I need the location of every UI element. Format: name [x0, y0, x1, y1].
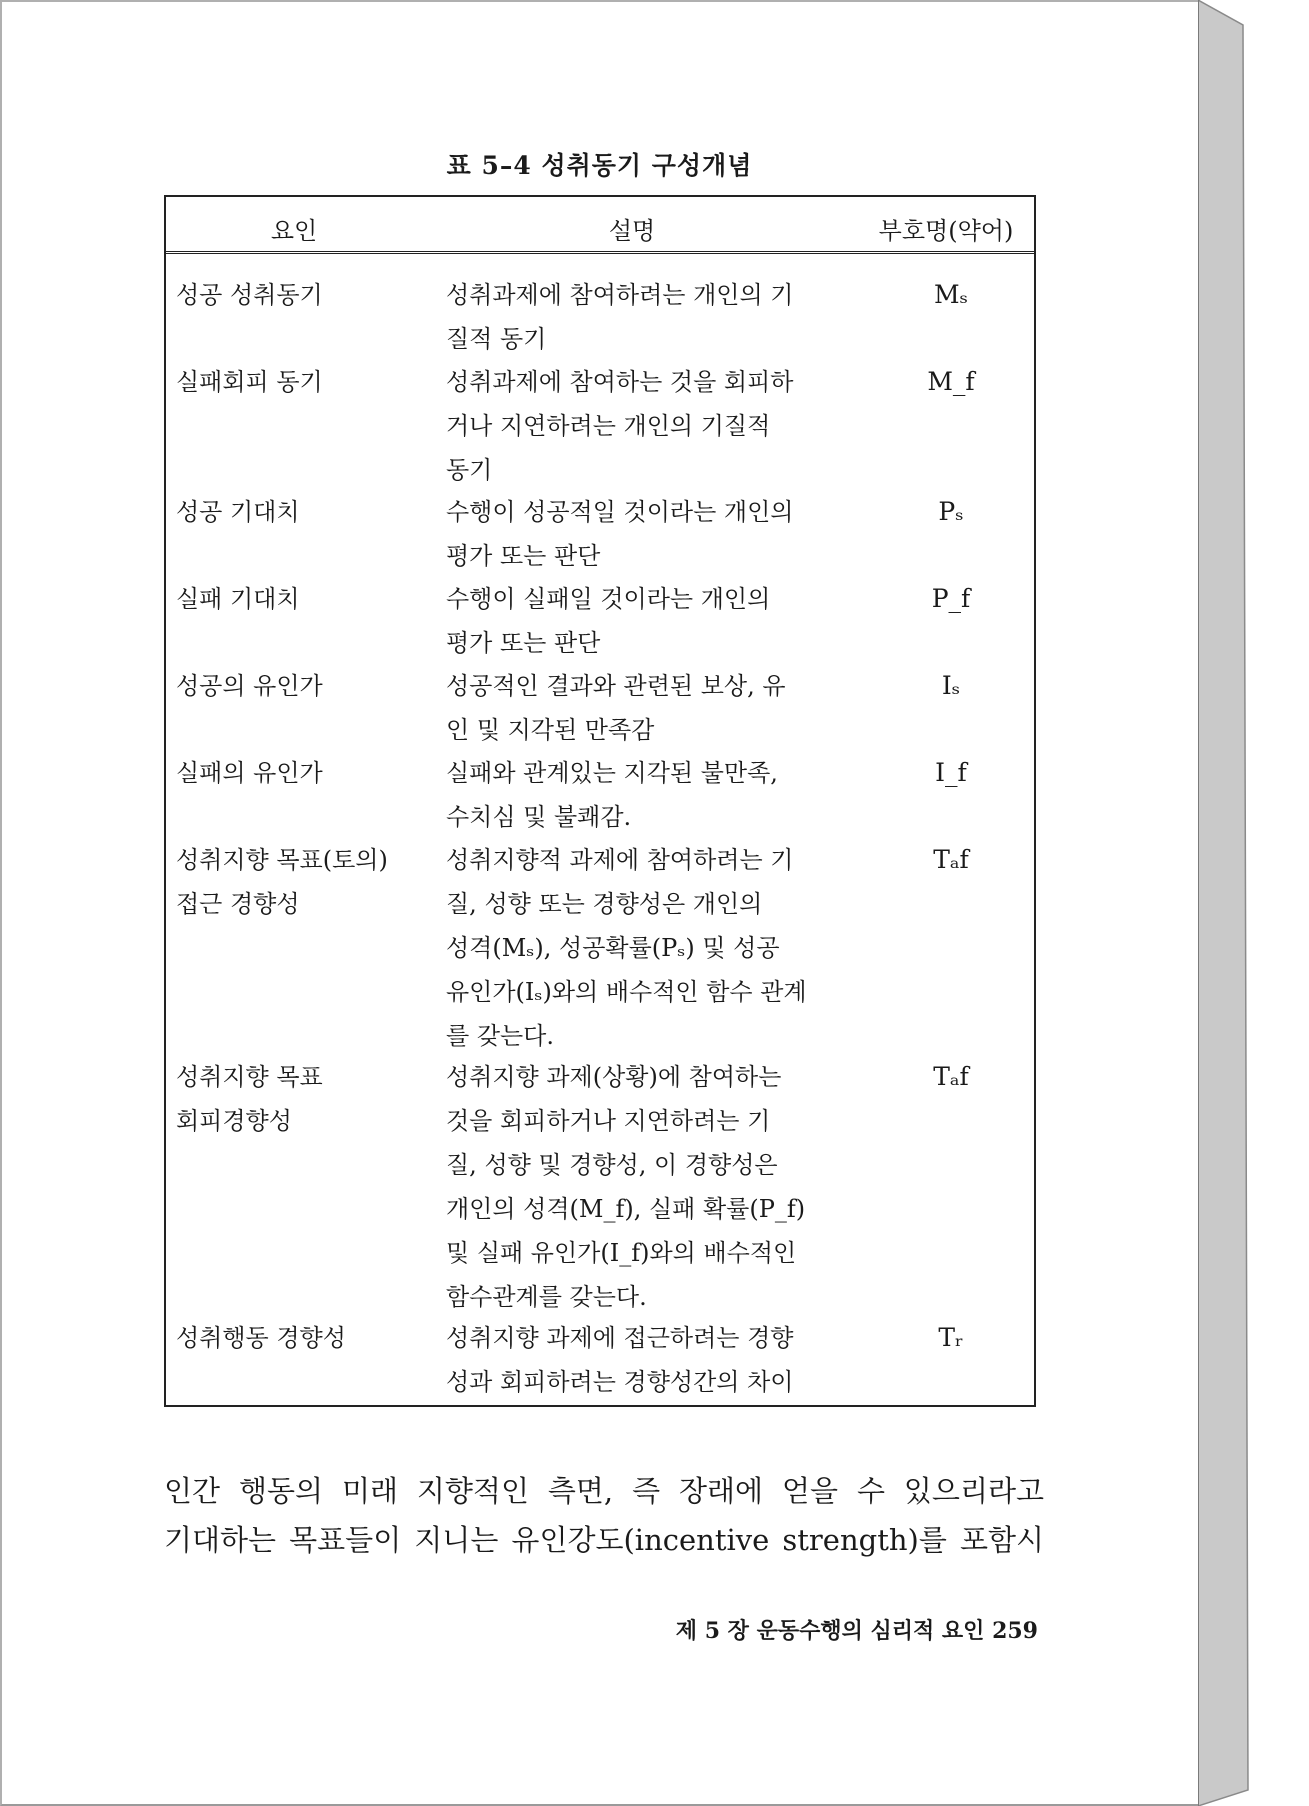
header-factor: 요인 — [270, 217, 318, 245]
row-symbol: Tₐf — [933, 845, 969, 874]
row-factor: 실패 기대치 — [176, 585, 300, 613]
body-paragraph: 인간 행동의 미래 지향적인 측면, 즉 장래에 얻을 수 있으리라고 기대하는 목표들이 지니는 유인강도(incentive strength)를 포함시 — [164, 1474, 1044, 1557]
row-factor: 성공 기대치 — [176, 498, 300, 526]
row-symbol: M_f — [927, 367, 975, 396]
row-factor: 성취지향 목표(토의) 접근 경향성 — [176, 846, 388, 918]
row-factor: 성공의 유인가 — [176, 672, 323, 700]
row-description: 수행이 성공적일 것이라는 개인의 평가 또는 판단 — [446, 498, 794, 570]
motive-table — [164, 195, 1036, 1407]
row-description: 성취과제에 참여하려는 개인의 기 질적 동기 — [446, 281, 794, 353]
row-symbol: P_f — [931, 584, 971, 613]
header-symbol: 부호명(약어) — [878, 217, 1014, 245]
row-factor: 성취행동 경향성 — [176, 1324, 346, 1352]
row-description: 성취지향적 과제에 참여하려는 기 질, 성향 또는 경향성은 개인의 성격(Mₛ), 성공확률(Pₛ) 및 성공 유인가(Iₛ)와의 배수적인 함수 관계 를 갖는다. — [446, 846, 807, 1050]
row-description: 성취과제에 참여하는 것을 회피하 거나 지연하려는 개인의 기질적 동기 — [446, 368, 794, 484]
row-symbol: I_f — [935, 758, 967, 787]
table-caption: 표 5–4 성취동기 구성개념 — [446, 151, 753, 180]
row-description: 성공적인 결과와 관련된 보상, 유 인 및 지각된 만족감 — [446, 672, 786, 744]
row-symbol: Iₛ — [941, 671, 961, 700]
row-factor: 실패회피 동기 — [176, 368, 323, 396]
row-description: 성취지향 과제에 접근하려는 경향 성과 회피하려는 경향성간의 차이 — [446, 1324, 794, 1396]
row-symbol: Tᵣ — [938, 1323, 964, 1352]
row-symbol: Tₐf — [933, 1062, 969, 1091]
page-footer: 제 5 장 운동수행의 심리적 요인 259 — [675, 1618, 1038, 1644]
row-description: 성취지향 과제(상황)에 참여하는 것을 회피하거나 지연하려는 기 질, 성향 및 경향성, 이 경향성은 개인의 성격(M_f), 실패 확률(P_f) 및 실패 유인가(I_f)와의 배수적인 함수관계를 갖는다. — [446, 1063, 806, 1311]
row-factor: 실패의 유인가 — [176, 759, 323, 787]
row-factor: 성공 성취동기 — [176, 281, 323, 309]
book-spine-edge — [1198, 0, 1253, 1806]
row-symbol: Mₛ — [933, 280, 969, 309]
table-header — [166, 197, 1034, 254]
header-description: 설명 — [608, 217, 656, 245]
row-description: 실패와 관계있는 지각된 불만족, 수치심 및 불쾌감. — [446, 759, 778, 831]
row-factor: 성취지향 목표 회피경향성 — [176, 1063, 323, 1135]
row-symbol: Pₛ — [938, 497, 964, 526]
row-description: 수행이 실패일 것이라는 개인의 평가 또는 판단 — [446, 585, 771, 657]
